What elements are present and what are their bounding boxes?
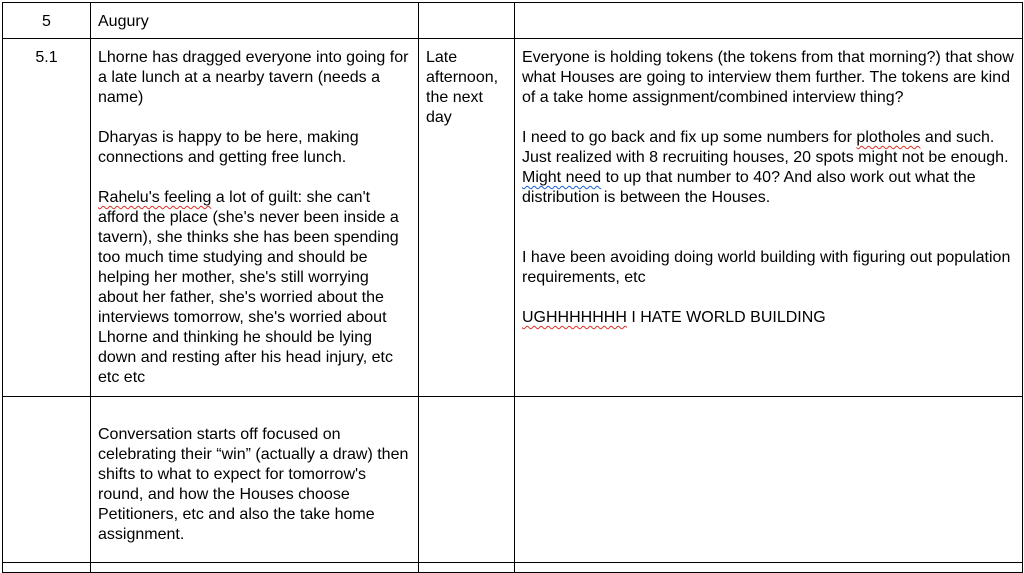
scene-description-cell[interactable] — [91, 563, 419, 573]
scene-number-cell[interactable] — [3, 563, 91, 573]
time-cell[interactable] — [419, 3, 515, 39]
scene-paragraph-3 — [98, 188, 411, 388]
outline-table — [2, 2, 1023, 573]
chapter-title: Augury — [98, 13, 149, 30]
time-cell[interactable] — [419, 563, 515, 573]
chapter-title-cell[interactable] — [91, 3, 419, 39]
table-row — [3, 397, 1023, 563]
scene-paragraph-1: Lhorne has dragged everyone into going for a late lunch at a nearby tavern (needs a name) — [98, 49, 413, 106]
scene-paragraph-1: Conversation starts off focused on celebrating their “win” (actually a draw) then shifts to what to expect for tomorrow's round, and how the Houses choose Petitioners, etc and also the take home assignment. — [98, 426, 413, 543]
scene-description-cell[interactable] — [91, 39, 419, 397]
notes-paragraph-3: I have been avoiding doing world building with figuring out population requirements, etc — [522, 249, 1015, 286]
time-text: Late afternoon, the next day — [426, 49, 503, 126]
scene-number: 5.1 — [35, 49, 58, 66]
spellcheck-marked-text[interactable]: plotholes — [856, 129, 921, 146]
scene-number-cell[interactable] — [3, 39, 91, 397]
notes-cell[interactable] — [515, 39, 1023, 397]
table-row — [3, 563, 1023, 573]
notes-paragraph-2-text-c: to up that number to 40? And also work out what the distribution is between the Houses. — [522, 169, 981, 206]
time-cell[interactable] — [419, 397, 515, 563]
notes-paragraph-2-text-b: and such. Just realized with 8 recruiting houses, 20 spots might not be enough. — [522, 129, 1013, 166]
notes-paragraph-2-text-a: I need to go back and fix up some numbers for — [522, 129, 857, 146]
scene-paragraph-2: Dharyas is happy to be here, making connections and getting free lunch. — [98, 129, 364, 166]
notes-paragraph-1: Everyone is holding tokens (the tokens from that morning?) that show what Houses are going to interview them further. The tokens are kind of a take home assignment/combined interview thing? — [522, 49, 1019, 106]
spellcheck-marked-text[interactable]: UGHHHHHHH — [522, 309, 627, 326]
chapter-number-cell[interactable] — [3, 3, 91, 39]
time-cell[interactable] — [419, 39, 515, 397]
notes-paragraph-2 — [522, 128, 1015, 208]
scene-description-cell[interactable] — [91, 397, 419, 563]
scene-number-cell[interactable] — [3, 397, 91, 563]
notes-paragraph-4-text: I HATE WORLD BUILDING — [626, 309, 826, 326]
grammar-marked-text[interactable]: Might need — [522, 169, 602, 186]
chapter-number: 5 — [42, 13, 51, 30]
table-row — [3, 39, 1023, 397]
table-row — [3, 3, 1023, 39]
notes-cell[interactable] — [515, 563, 1023, 573]
spellcheck-marked-text[interactable]: Rahelu's feeling — [98, 189, 212, 206]
notes-cell[interactable] — [515, 3, 1023, 39]
notes-cell[interactable] — [515, 397, 1023, 563]
scene-paragraph-3-text: a lot of guilt: she can't afford the place (she's never been inside a tavern), she thinks she has been spending too much time studying and should be helping her mother, she's still worrying about her father, she's worried about the interviews tomorrow, she's worried about Lhorne and thinking he should be lying down and resting after his head injury, etc etc etc — [98, 189, 404, 386]
notes-paragraph-4 — [522, 308, 1015, 328]
